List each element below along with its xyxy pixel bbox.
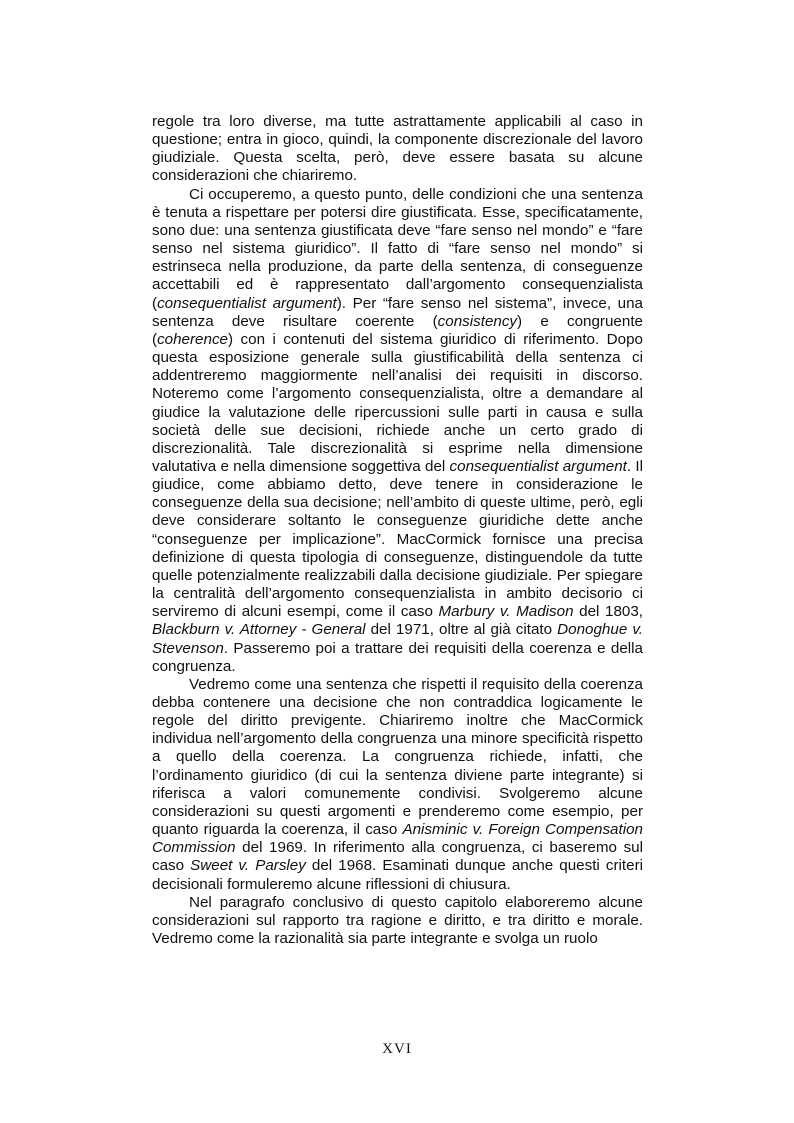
text-run: del 1968. Esaminati dunque anche questi criteri decisionali formuleremo alcune riflessioni di chiusura. — [152, 857, 643, 893]
text-run: Ci occuperemo, a questo punto, delle condizioni che una sentenza è tenuta a rispettare per potersi dire giustificata. Esse, specificatamente, sono due: una sentenza giustificata deve “fare senso nel mondo” e “fare senso nel sistema giuridico”. Il fatto di “fare senso nel mondo” si estrinseca nella produzione, da parte della sentenza, di conseguenze accettabili ed è rappresentato dall’argomento consequenzialista ( — [152, 185, 643, 312]
italic-term: consequentialist argument — [449, 457, 627, 475]
paragraph-2 — [152, 186, 643, 676]
paragraph-3 — [152, 676, 643, 894]
text-run: regole tra loro diverse, ma tutte astrattamente applicabili al caso in questione; entra in gioco, quindi, la componente discrezionale del lavoro giudiziale. Questa scelta, però, deve essere basata su alcune considerazioni che chiariremo. — [152, 113, 643, 185]
text-run: del 1969. In riferimento alla congruenza, ci baseremo sul caso — [152, 839, 643, 875]
italic-term: Donoghue v. Stevenson — [152, 621, 644, 657]
text-run: ). Per “fare senso nel sistema”, invece, una sentenza deve risultare coerente ( — [152, 294, 643, 330]
text-run: ) e congruente ( — [152, 312, 643, 348]
italic-term: consistency — [437, 312, 518, 330]
italic-term: Anisminic v. Foreign Compensation Commission — [152, 821, 643, 857]
text-run: Nel paragrafo conclusivo di questo capitolo elaboreremo alcune considerazioni sul rapporto tra ragione e diritto, e tra diritto e morale. Vedremo come la razionalità sia parte integrante e svolga un ruolo — [152, 893, 643, 948]
italic-term: Sweet v. Parsley — [190, 857, 306, 875]
text-run: . Il giudice, come abbiamo detto, deve tenere in considerazione le conseguenze della sua decisione; nell’ambito di queste ultime, però, egli deve considerare soltanto le conseguenze giuridiche dette anche “conseguenze per implicazione”. MacCormick fornisce una precisa definizione di questa tipologia di conseguenze, distinguendole da tutte quelle potenzialmente realizzabili dalla decisione giudiziale. Per spiegare la centralità dell’argomento consequenzialista in ambito decisorio ci serviremo di alcuni esempi, come il caso — [152, 457, 643, 621]
italic-term: Blackburn v. Attorney - General — [152, 621, 366, 639]
text-run: . Passeremo poi a trattare dei requisiti della coerenza e della congruenza. — [152, 639, 643, 675]
text-run: Vedremo come una sentenza che rispetti il requisito della coerenza debba contenere una decisione che non contraddica logicamente le regole del diritto previgente. Chiariremo inoltre che MacCormick individua nell’argomento della congruenza una minore specificità rispetto a quello della coerenza. La congruenza richiede, infatti, che l’ordinamento giuridico (di cui la sentenza diviene parte integrante) si riferisca a valori comunemente condivisi. Svolgeremo alcune considerazioni su questi argomenti e prenderemo come esempio, per quanto riguarda la coerenza, il caso — [152, 675, 643, 839]
body-text — [152, 113, 643, 948]
text-run: ) con i contenuti del sistema giuridico di riferimento. Dopo questa esposizione generale sulla giustificabilità della sentenza ci addentreremo maggiormente nell’analisi dei requisiti in discorso. Noteremo come l’argomento consequenzialista, oltre a demandare al giudice la valutazione delle ripercussioni sulle parti in causa e sulla società delle sue decisioni, richiede anche un certo grado di discrezionalità. Tale discrezionalità si esprime nella dimensione valutativa e nella dimensione soggettiva del — [152, 330, 643, 475]
italic-term: Marbury v. Madison — [438, 603, 574, 621]
italic-term: coherence — [157, 330, 228, 348]
paragraph-4 — [152, 894, 643, 948]
italic-term: consequentialist argument — [157, 294, 337, 312]
paragraph-1 — [152, 113, 643, 186]
page-number: XVI — [382, 1041, 412, 1057]
text-run: del 1803, — [573, 603, 644, 621]
text-run: del 1971, oltre al già citato — [365, 621, 558, 639]
